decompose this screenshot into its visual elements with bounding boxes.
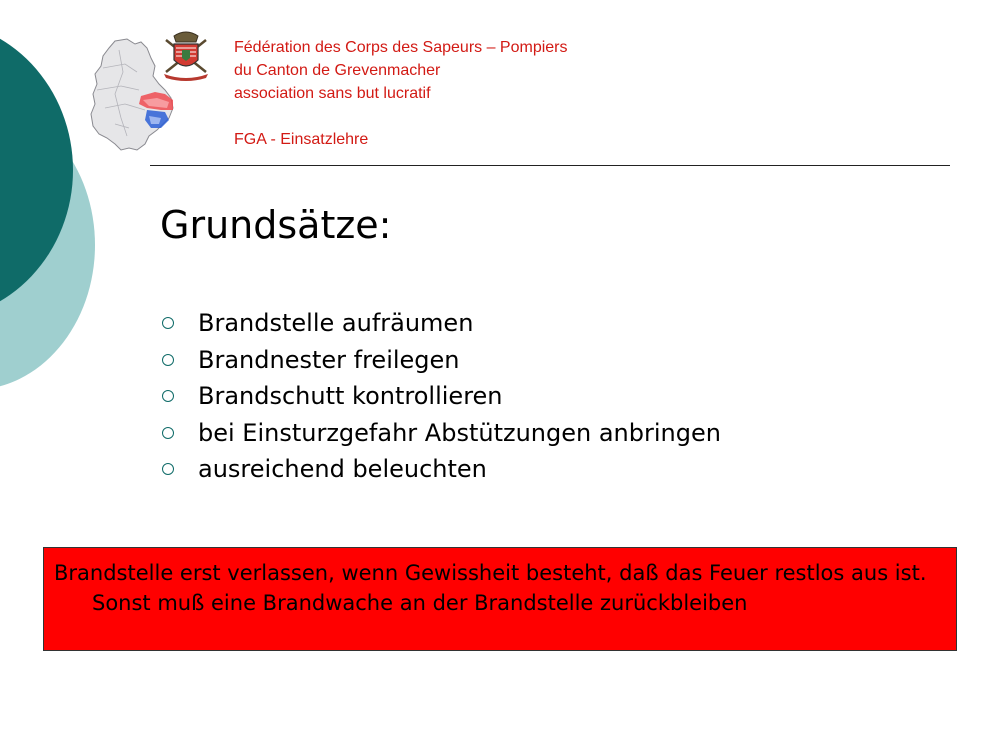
fire-brigade-crest-icon [160,28,212,82]
bullet-circle-icon [162,463,174,475]
list-item-text: Brandnester freilegen [198,345,460,374]
bullet-list [160,305,721,488]
org-name-line3: association sans but lucratif [234,85,431,102]
notice-text: Brandstelle erst verlassen, wenn Gewissheit besteht, daß das Feuer restlos aus ist. Sonst muß eine Brandwache an der Brandstelle zurückbleiben [54,561,927,615]
bullet-circle-icon [162,354,174,366]
org-name-line2: du Canton de Grevenmacher [234,62,441,79]
list-item [160,305,721,342]
notice-box [43,547,957,651]
slide-title: Grundsätze: [160,203,392,247]
org-name-line1: Fédération des Corps des Sapeurs – Pompiers [234,39,568,56]
list-item [160,342,721,379]
list-item-text: ausreichend beleuchten [198,455,487,484]
header-divider [150,165,950,166]
bullet-circle-icon [162,390,174,402]
list-item-text: Brandschutt kontrollieren [198,382,503,411]
bullet-circle-icon [162,317,174,329]
list-item [160,451,721,488]
bullet-circle-icon [162,427,174,439]
list-item-text: bei Einsturzgefahr Abstützungen anbringen [198,418,721,447]
list-item-text: Brandstelle aufräumen [198,309,474,338]
organisation-header [234,36,568,151]
list-item [160,378,721,415]
list-item [160,415,721,452]
course-name: FGA - Einsatzlehre [234,131,369,148]
